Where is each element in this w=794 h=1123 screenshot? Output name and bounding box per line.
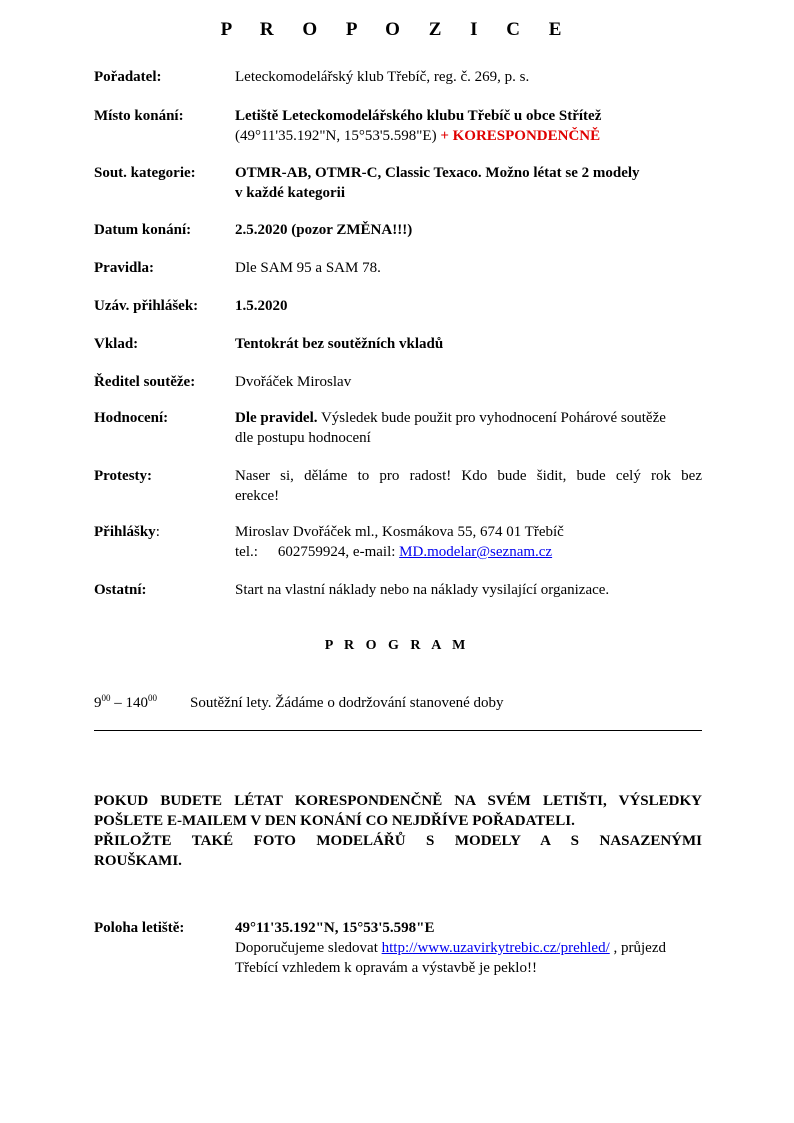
label-protesty: Protesty: bbox=[94, 468, 153, 484]
value-poloha-coords: 49°11'35.192"N, 15°53'5.598"E bbox=[235, 920, 435, 936]
value-prihlasky-address: Miroslav Dvořáček ml., Kosmákova 55, 674 01 Třebíč bbox=[235, 524, 564, 540]
notice-line1: POKUD BUDETE LÉTAT KORESPONDENČNĚ NA SVÉM LETIŠTI, VÝSLEDKY bbox=[94, 793, 702, 809]
value-poloha-text1: Doporučujeme sledovat bbox=[235, 940, 382, 956]
notice-block bbox=[94, 791, 702, 871]
value-pravidla: Dle SAM 95 a SAM 78. bbox=[235, 260, 381, 276]
value-kategorie-line1: OTMR-AB, OTMR-C, Classic Texaco. Možno létat se 2 modely bbox=[235, 165, 640, 181]
value-poloha-line3: Třebící vzhledem k opravám a výstavbě je peklo!! bbox=[235, 960, 537, 976]
value-misto-line1: Letiště Leteckomodelářského klubu Třebíč u obce Střítež bbox=[235, 108, 602, 124]
label-prihlasky: Přihlášky bbox=[94, 524, 156, 540]
value-hodnoceni-line2: dle postupu hodnocení bbox=[235, 430, 371, 446]
program-title: P R O G R A M bbox=[324, 638, 470, 653]
value-poradatel: Leteckomodelářský klub Třebíč, reg. č. 269, p. s. bbox=[235, 69, 530, 85]
value-vklad: Tentokrát bez soutěžních vkladů bbox=[235, 336, 444, 352]
label-datum: Datum konání: bbox=[94, 222, 192, 238]
value-uzaverka: 1.5.2020 bbox=[235, 298, 288, 314]
label-poloha: Poloha letiště: bbox=[94, 920, 185, 936]
value-poloha-text2: , průjezd bbox=[609, 940, 666, 956]
uzavirky-link[interactable]: http://www.uzavirkytrebic.cz/prehled/ bbox=[381, 940, 610, 956]
label-hodnoceni: Hodnocení: bbox=[94, 410, 169, 426]
value-prihlasky-tel-label: tel.: bbox=[235, 544, 258, 560]
horizontal-divider bbox=[94, 730, 702, 731]
value-ostatni: Start na vlastní náklady nebo na náklady vysilající organizace. bbox=[235, 582, 610, 598]
label-prihlasky-colon: : bbox=[155, 524, 160, 540]
value-misto-korespondencne: + KORESPONDENČNĚ bbox=[440, 128, 601, 144]
value-hodnoceni-bold: Dle pravidel. bbox=[235, 410, 318, 426]
value-misto-coords: (49°11'35.192"N, 15°53'5.598"E) bbox=[235, 128, 437, 144]
page-title: P R O P O Z I C E bbox=[220, 19, 574, 40]
label-pravidla: Pravidla: bbox=[94, 260, 154, 276]
notice-line2: POŠLETE E-MAILEM V DEN KONÁNÍ CO NEJDŘÍVE POŘADATELI. bbox=[94, 813, 575, 829]
program-time-end-sup: 00 bbox=[148, 693, 157, 703]
label-kategorie: Sout. kategorie: bbox=[94, 165, 196, 181]
label-misto: Místo konání: bbox=[94, 108, 184, 124]
program-time-start-sup: 00 bbox=[101, 693, 111, 703]
value-reditel: Dvořáček Miroslav bbox=[235, 374, 352, 390]
program-time bbox=[94, 693, 157, 713]
value-prihlasky-tel: 602759924, e-mail: bbox=[277, 544, 400, 560]
value-protesty-line2: erekce! bbox=[235, 488, 280, 504]
label-uzaverka: Uzáv. přihlášek: bbox=[94, 298, 199, 314]
program-time-sep: – 140 bbox=[110, 695, 148, 711]
email-link[interactable]: MD.modelar@seznam.cz bbox=[399, 544, 553, 560]
label-poradatel: Pořadatel: bbox=[94, 69, 162, 85]
label-vklad: Vklad: bbox=[94, 336, 139, 352]
value-hodnoceni-line1: Výsledek bude použit pro vyhodnocení Pohárové soutěže bbox=[317, 410, 666, 426]
value-datum: 2.5.2020 (pozor ZMĚNA!!!) bbox=[235, 222, 413, 238]
value-protesty-line1: Naser si, děláme to pro radost! Kdo bude šidit, bude celý rok bez bbox=[235, 468, 702, 484]
label-reditel: Ředitel soutěže: bbox=[94, 374, 196, 390]
value-kategorie-line2: v každé kategorii bbox=[235, 185, 345, 201]
notice-line4: ROUŠKAMI. bbox=[94, 853, 182, 869]
notice-line3: PŘILOŽTE TAKÉ FOTO MODELÁŘŮ S MODELY A S NASAZENÝMI bbox=[94, 833, 702, 849]
program-desc: Soutěžní lety. Žádáme o dodržování stanovené doby bbox=[190, 695, 504, 711]
label-ostatni: Ostatní: bbox=[94, 582, 147, 598]
program-time-start: 9 bbox=[94, 695, 102, 711]
